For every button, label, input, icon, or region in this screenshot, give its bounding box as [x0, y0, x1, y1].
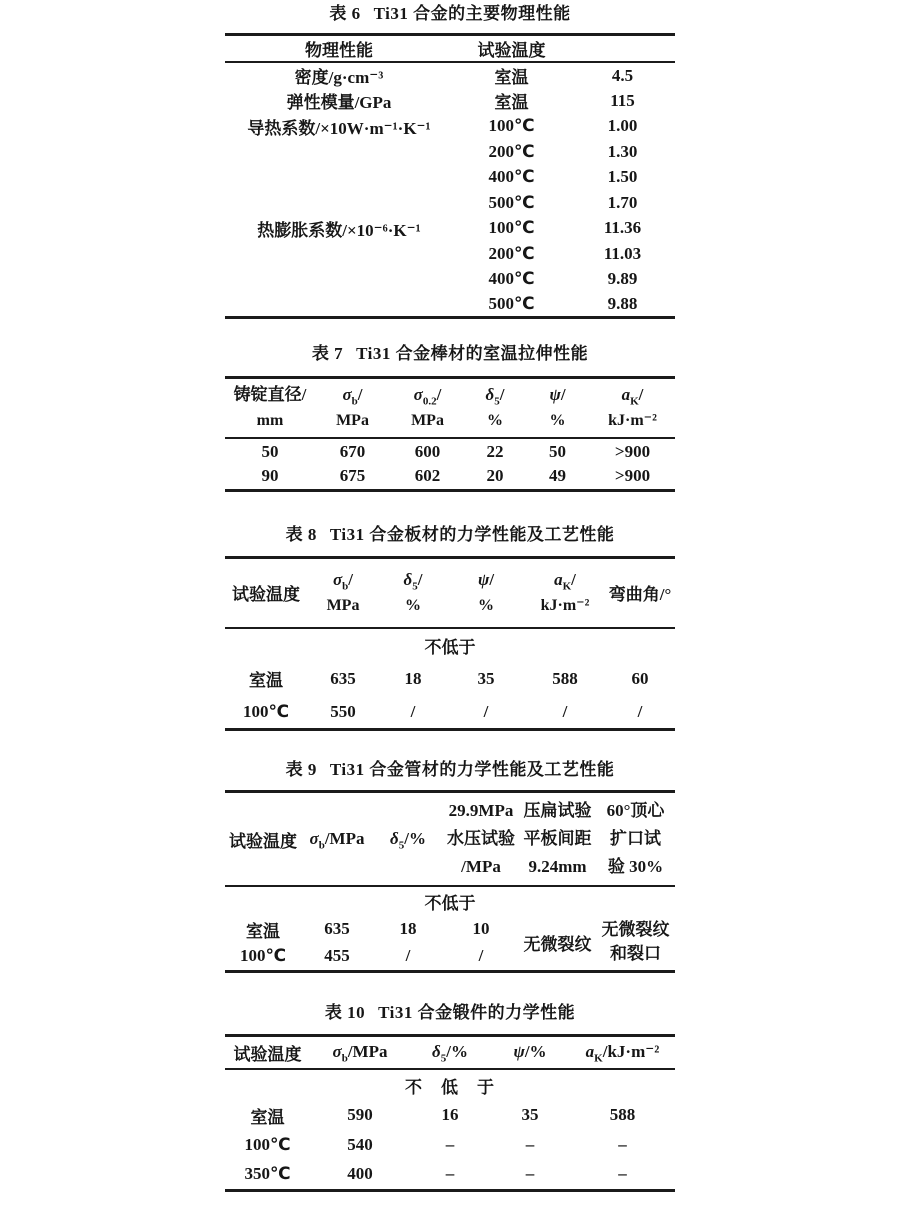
table8-title	[224, 523, 676, 547]
table6-number: 表 6	[329, 4, 361, 23]
table9-title	[224, 758, 676, 782]
cell: 室温	[494, 93, 529, 113]
cell: 室温	[246, 921, 280, 941]
col-header: ψ/ %	[525, 378, 590, 439]
table10-header-row	[225, 1035, 675, 1069]
cell: 4.5	[611, 65, 634, 85]
cell: 100℃	[488, 116, 535, 136]
cell: /	[405, 946, 411, 966]
not-less-than-row	[225, 628, 675, 662]
table-row	[225, 139, 675, 165]
table-row	[225, 1160, 675, 1190]
cell: /	[562, 701, 568, 721]
col-header: 物理性能	[225, 35, 453, 63]
table-row	[225, 1100, 675, 1130]
cell: 不 低 于	[405, 1077, 495, 1097]
cell: 588	[552, 668, 578, 688]
col-header: $a_K/$ kJ·m⁻²	[525, 557, 605, 628]
table-row	[225, 62, 675, 88]
col-header: 弯曲角/°	[605, 557, 675, 628]
cell: 550	[330, 701, 356, 721]
table-row	[225, 216, 675, 242]
col-header: 铸锭直径/ mm	[225, 378, 315, 439]
cell: 635	[330, 668, 356, 688]
cell: 200℃	[488, 243, 535, 263]
col-header: 29.9MPa 水压试验 /MPa	[443, 792, 519, 887]
cell: 35	[477, 668, 495, 688]
cell: 200℃	[488, 141, 535, 161]
table8-section	[224, 523, 676, 732]
col-header: 试验温度	[453, 35, 570, 63]
cell: –	[618, 1135, 627, 1154]
table7	[225, 376, 675, 492]
cell: –	[525, 1164, 535, 1184]
cell: 500℃	[488, 294, 535, 313]
cell: 540	[347, 1135, 373, 1154]
col-header: $\sigma_b/$ MPa	[307, 557, 379, 628]
cell: 50	[549, 441, 566, 461]
cell: 9.88	[607, 294, 638, 313]
table-row	[225, 1130, 675, 1160]
cell: 50	[261, 441, 279, 461]
table8	[225, 556, 675, 732]
table6-header-row	[225, 35, 675, 63]
table9-number: 表 9	[285, 760, 317, 779]
col-header: $\sigma_b$/MPa	[310, 1035, 410, 1069]
col-header: $\delta_5/\%$	[373, 792, 443, 887]
cell: 675	[339, 466, 366, 486]
cell: 室温	[250, 1107, 285, 1127]
table-row	[225, 292, 675, 318]
cell	[225, 139, 453, 165]
cell	[225, 267, 453, 293]
table9-section	[224, 758, 676, 973]
cell: 400℃	[488, 167, 535, 187]
table-row	[225, 267, 675, 293]
table9-header-row	[225, 792, 675, 887]
cell: 100℃	[242, 701, 290, 721]
cell: /	[637, 701, 643, 721]
cell: 16	[441, 1105, 459, 1124]
table10-caption: Ti31 合金锻件的力学性能	[378, 1002, 576, 1022]
document-page	[224, 0, 676, 1192]
cell: 弹性模量/GPa	[286, 93, 392, 113]
not-less-than-row	[225, 886, 675, 915]
table10-section	[224, 1001, 676, 1192]
col-header	[570, 35, 675, 63]
cell: 不低于	[424, 893, 476, 913]
col-header: $\sigma_b/$ MPa	[315, 378, 390, 439]
cell: 100℃	[244, 1135, 291, 1154]
col-header: $a_K/$ kJ·m⁻²	[590, 378, 675, 439]
col-header: 试验温度	[225, 1035, 310, 1069]
cell: 1.30	[607, 141, 638, 161]
cell: –	[445, 1135, 455, 1154]
cell: 1.50	[607, 167, 638, 187]
cell: >900	[614, 441, 651, 461]
cell: 100℃	[488, 218, 535, 238]
cell: 90	[261, 466, 279, 486]
cell: 11.03	[603, 243, 642, 263]
col-header: 60°顶心 扩口试 验 30%	[596, 792, 675, 887]
table7-title	[224, 342, 676, 366]
cell: 35	[521, 1105, 539, 1124]
cell: 500℃	[488, 192, 535, 212]
cell: 热膨胀系数/×10⁻⁶·K⁻¹	[257, 220, 421, 240]
cell	[225, 190, 453, 216]
cell: 密度/g·cm⁻³	[294, 68, 384, 87]
col-header: $\delta_5/$ %	[379, 557, 447, 628]
cell: 20	[486, 466, 504, 486]
cell: –	[445, 1164, 455, 1184]
table6-caption: Ti31 合金的主要物理性能	[373, 4, 571, 23]
not-less-than-row	[225, 1069, 675, 1100]
table-row	[225, 241, 675, 267]
table7-section	[224, 342, 676, 492]
cell: 600	[414, 441, 441, 461]
table9	[225, 790, 675, 973]
cell: 590	[347, 1105, 373, 1124]
col-header: $\delta_5/\%$	[410, 1035, 490, 1069]
cell-flare-result: 无微裂纹 和裂口	[601, 920, 670, 964]
cell	[225, 165, 453, 191]
table6-section	[224, 2, 676, 319]
table8-caption: Ti31 合金板材的力学性能及工艺性能	[329, 524, 615, 544]
col-header: ψ/%	[490, 1035, 570, 1069]
col-header: 压扁试验 平板间距 9.24mm	[519, 792, 596, 887]
table7-header-row	[225, 378, 675, 439]
table-row	[225, 165, 675, 191]
table-row	[225, 915, 675, 943]
table7-caption: Ti31 合金棒材的室温拉伸性能	[356, 344, 589, 363]
col-header: $\sigma_{0.2}/$ MPa	[390, 378, 465, 439]
cell: 400	[347, 1164, 373, 1184]
cell: 115	[610, 90, 635, 110]
table8-number: 表 8	[285, 524, 317, 544]
cell: –	[618, 1164, 627, 1184]
cell: 18	[399, 919, 417, 938]
cell: –	[525, 1135, 535, 1154]
col-header: $\delta_5/$ %	[465, 378, 525, 439]
cell	[225, 241, 453, 267]
cell: 11.36	[603, 218, 642, 238]
table10	[225, 1034, 675, 1192]
cell: 400℃	[488, 269, 535, 289]
cell: 602	[414, 466, 441, 486]
table-row	[225, 696, 675, 730]
cell: 1.70	[607, 192, 638, 212]
cell: /	[478, 946, 484, 966]
cell: >900	[614, 466, 651, 486]
cell: 不低于	[424, 637, 476, 657]
col-header: 试验温度	[225, 557, 307, 628]
cell-hydro-result: 无微裂纹	[523, 934, 592, 954]
cell: 室温	[494, 68, 529, 87]
table-row	[225, 88, 675, 114]
table7-number: 表 7	[311, 344, 344, 363]
cell: 室温	[249, 671, 283, 690]
cell: 49	[549, 466, 566, 486]
col-header: 试验温度	[225, 792, 301, 887]
col-header: $\sigma_b$/MPa	[301, 792, 373, 887]
cell	[225, 292, 453, 318]
cell: 455	[324, 946, 350, 966]
table-row	[225, 464, 675, 490]
table9-caption: Ti31 合金管材的力学性能及工艺性能	[329, 760, 615, 779]
table-row	[225, 662, 675, 696]
table10-number: 表 10	[324, 1002, 366, 1022]
cell: 9.89	[607, 269, 638, 289]
cell: /	[410, 701, 416, 721]
cell: 22	[486, 441, 504, 461]
table-row	[225, 190, 675, 216]
table6-title	[224, 2, 676, 26]
cell: 60	[631, 668, 649, 688]
cell: 18	[404, 668, 422, 688]
cell: 导热系数/×10W·m⁻¹·K⁻¹	[247, 118, 431, 138]
table8-header-row	[225, 557, 675, 628]
col-header: $a_K/kJ\cdot m^{-2}$	[570, 1035, 675, 1069]
col-header: ψ/ %	[447, 557, 525, 628]
table6	[225, 33, 675, 319]
table10-title	[224, 1001, 676, 1025]
cell: 670	[339, 441, 366, 461]
table-row	[225, 438, 675, 464]
cell: 350℃	[244, 1164, 291, 1184]
cell: 100℃	[239, 946, 287, 966]
cell: 1.00	[607, 116, 638, 136]
cell: /	[483, 701, 489, 721]
cell: 588	[609, 1105, 636, 1124]
cell: 635	[324, 919, 350, 938]
table-row	[225, 114, 675, 140]
cell: 10	[472, 919, 490, 938]
